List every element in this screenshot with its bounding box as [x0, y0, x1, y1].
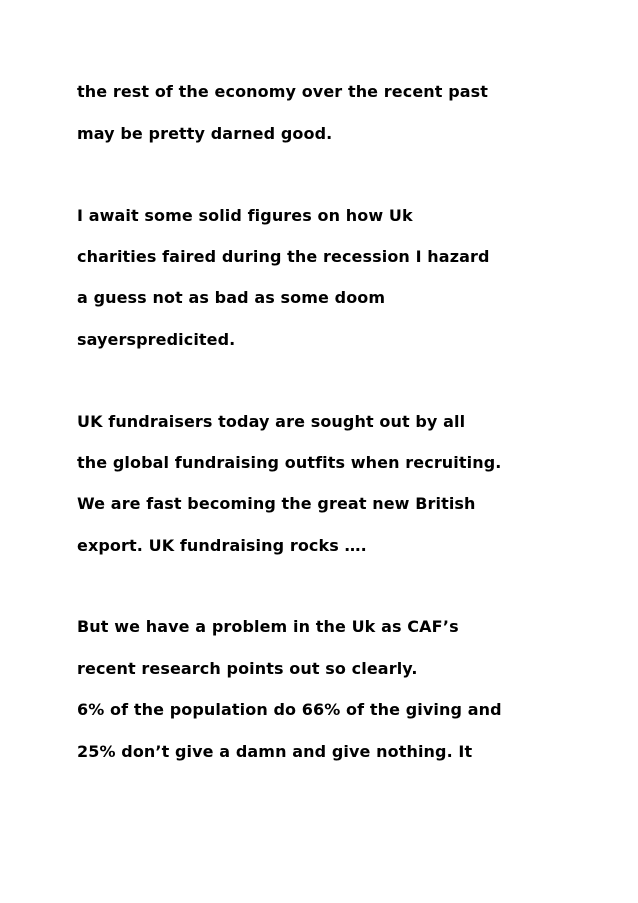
- text-line: export. UK fundraising rocks ….: [77, 536, 367, 555]
- text-line: We are fast becoming the great new British: [77, 494, 476, 513]
- text-line: may be pretty darned good.: [77, 124, 333, 143]
- text-line: But we have a problem in the Uk as CAF’s: [77, 617, 459, 636]
- text-line: sayerspredicited.: [77, 330, 236, 349]
- text-line: a guess not as bad as some doom: [77, 288, 386, 307]
- text-line: the rest of the economy over the recent past: [77, 82, 489, 101]
- text-line: 6% of the population do 66% of the giving and: [77, 700, 502, 719]
- text-line: recent research points out so clearly.: [77, 659, 418, 678]
- text-line: the global fundraising outfits when recruiting.: [77, 453, 502, 472]
- text-line: I await some solid figures on how Uk: [77, 206, 413, 225]
- text-line: UK fundraisers today are sought out by all: [77, 412, 466, 431]
- text-line: 25% don’t give a damn and give nothing. It: [77, 742, 473, 761]
- text-line: charities faired during the recession I hazard: [77, 247, 490, 266]
